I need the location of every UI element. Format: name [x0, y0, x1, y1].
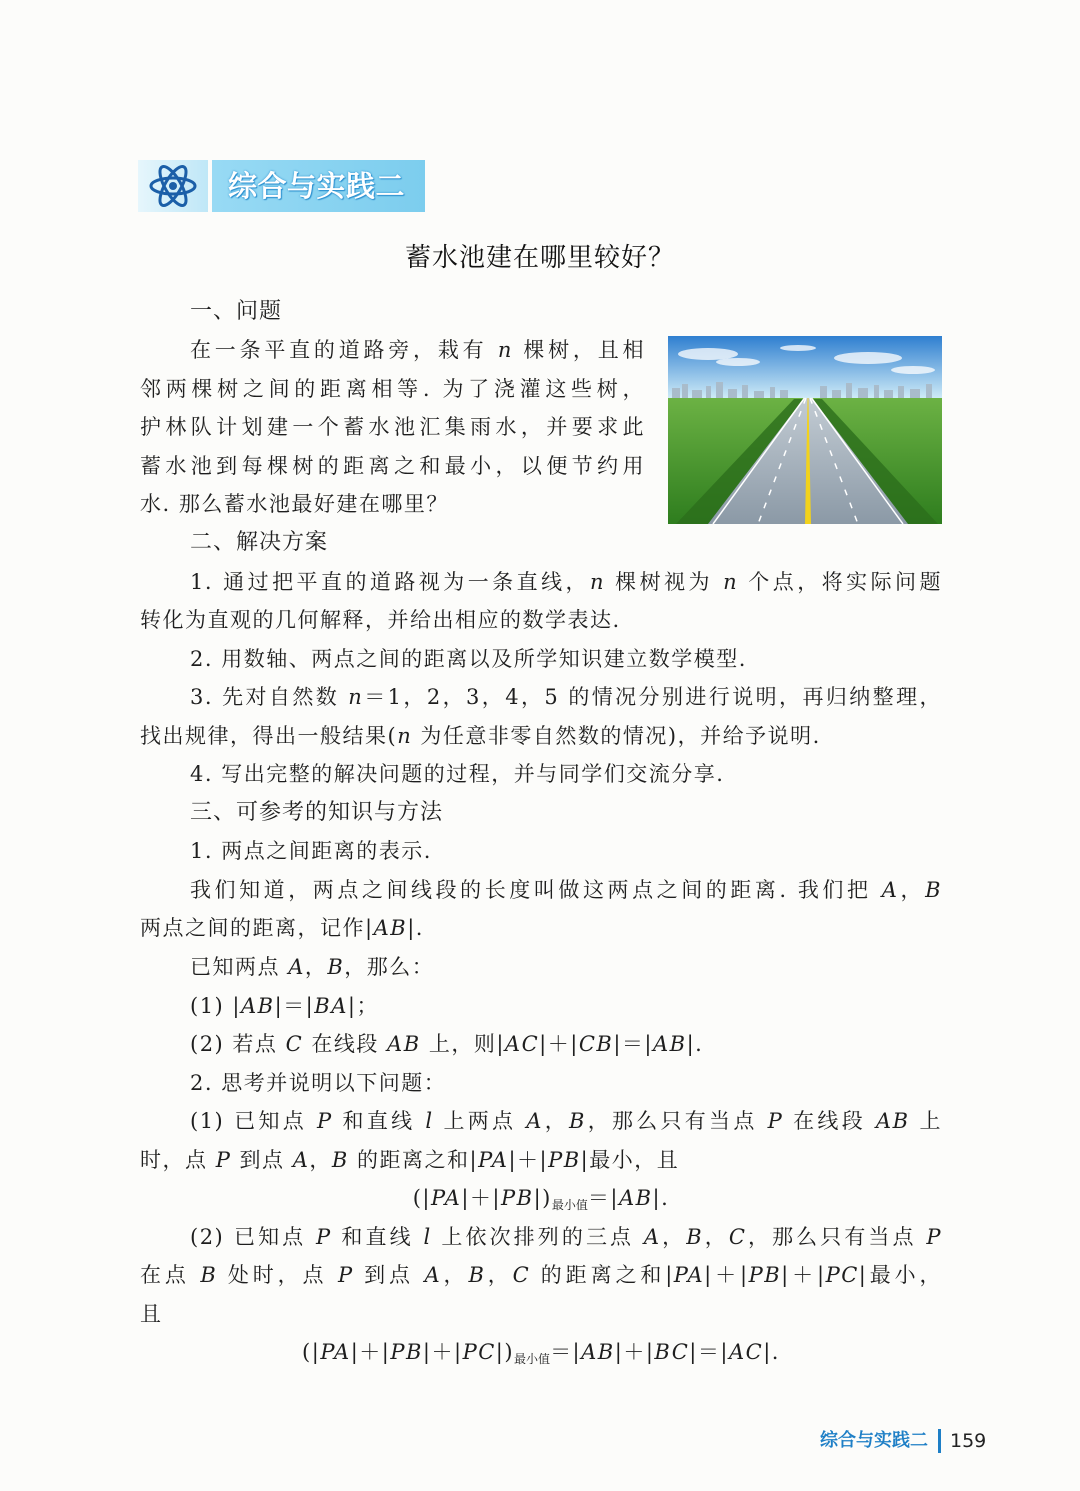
math-variable: C	[285, 1032, 304, 1057]
text-run: 3. 先对自然数	[190, 685, 349, 710]
text-run: ，	[660, 1224, 687, 1249]
text-run: (|	[302, 1340, 321, 1365]
math-variable: B	[568, 1109, 586, 1134]
text-run: 上，则|	[420, 1032, 505, 1057]
text-run: ，	[441, 1263, 469, 1288]
text-line	[140, 331, 645, 370]
text-run: 上	[909, 1109, 942, 1134]
page-footer	[820, 1428, 986, 1454]
text-run: 处时，点	[217, 1263, 338, 1288]
atom-icon	[138, 160, 208, 212]
math-variable: A	[526, 1109, 543, 1134]
text-line	[140, 447, 645, 486]
text-run: ＝1，2，3，4，5 的情况分别进行说明，再归纳整理，	[363, 685, 942, 710]
math-variable: P	[337, 1263, 354, 1288]
math-variable: n	[497, 338, 513, 363]
section-heading	[140, 794, 942, 833]
text-run: ，	[485, 1263, 513, 1288]
text-line	[140, 871, 942, 910]
math-variable: l	[423, 1224, 432, 1249]
text-run: 2. 用数轴、两点之间的距离以及所学知识建立数学模型.	[190, 646, 747, 671]
text-line	[140, 1025, 942, 1064]
math-variable: AB	[618, 1186, 653, 1211]
text-line	[140, 678, 942, 717]
text-run: |最小，	[858, 1263, 942, 1288]
section-heading	[140, 293, 942, 332]
text-run: 和直线	[331, 1224, 424, 1249]
math-variable: P	[316, 1224, 332, 1249]
text-run: |＋|	[422, 1340, 463, 1365]
text-run: 在线段	[783, 1109, 876, 1134]
math-variable: B	[686, 1224, 704, 1249]
text-run: 转化为直观的几何解释，并给出相应的数学表达.	[140, 608, 621, 633]
text-run: |)	[495, 1340, 515, 1365]
math-variable: B	[327, 954, 345, 979]
text-run: |＋|	[781, 1263, 826, 1288]
text-run: 上两点	[433, 1109, 527, 1134]
text-run: 的距离之和|	[348, 1147, 479, 1172]
text-run: 棵树视为	[605, 569, 724, 594]
text-run: 上依次排列的三点	[431, 1224, 644, 1249]
math-variable: l	[425, 1109, 434, 1134]
text-run: |；	[347, 993, 379, 1018]
math-variable: A	[288, 954, 305, 979]
math-variable: AB	[373, 916, 408, 941]
math-variable: AB	[875, 1109, 910, 1134]
text-line	[140, 832, 942, 871]
text-run: (1) 已知点	[190, 1109, 317, 1134]
text-run: 邻两棵树之间的距离相等. 为了浇灌这些树，	[140, 376, 645, 401]
math-variable: PC	[825, 1263, 859, 1288]
text-run: |＝|	[613, 1032, 653, 1057]
text-run: 找出规律，得出一般结果(	[140, 723, 398, 748]
text-line	[140, 640, 942, 679]
text-line	[140, 1218, 942, 1257]
text-run: |＝|	[274, 993, 315, 1018]
text-run: |＋|	[508, 1147, 549, 1172]
text-run: 两点之间的距离，记作|	[140, 916, 374, 941]
text-run: 一、问题	[190, 298, 283, 324]
math-variable: PA	[320, 1340, 351, 1365]
text-line	[140, 717, 942, 756]
text-run: ＝|	[550, 1340, 582, 1365]
math-variable: A	[881, 877, 899, 902]
text-run: (1) |	[190, 993, 241, 1018]
math-variable: PA	[478, 1147, 509, 1172]
footer-divider	[938, 1429, 941, 1453]
text-run: |＋|	[461, 1186, 501, 1211]
text-line	[140, 1295, 942, 1334]
text-run: |最小，且	[580, 1147, 680, 1172]
page-number: 159	[950, 1430, 987, 1452]
text-line	[140, 601, 942, 640]
math-variable: AB	[241, 993, 275, 1018]
text-line	[140, 909, 942, 948]
text-line	[140, 563, 942, 602]
text-run: 已知两点	[190, 954, 289, 979]
text-run: |＋|	[614, 1340, 655, 1365]
text-run: 为任意非零自然数的情况)，并给予说明.	[412, 723, 821, 748]
text-run: (|	[412, 1186, 431, 1211]
text-run: ，	[542, 1109, 569, 1134]
text-run: ，那么只有当点	[585, 1109, 768, 1134]
banner-label: 综合与实践二	[212, 160, 425, 212]
text-run: 在线段	[303, 1032, 388, 1057]
math-variable: n	[397, 723, 413, 748]
text-run: ，那么只有当点	[746, 1224, 927, 1249]
section-banner	[138, 160, 425, 212]
text-line	[140, 1102, 942, 1141]
math-variable: C	[728, 1224, 747, 1249]
text-run: 时，点	[140, 1147, 216, 1172]
text-run: 到点	[353, 1263, 425, 1288]
text-line	[140, 485, 645, 524]
math-variable: A	[424, 1263, 442, 1288]
text-run: ，	[309, 1147, 332, 1172]
text-run: 护林队计划建一个蓄水池汇集雨水，并要求此	[140, 415, 645, 440]
formula-line	[140, 1333, 942, 1372]
text-run: 和直线	[332, 1109, 426, 1134]
section-heading	[140, 524, 942, 563]
text-run: 1. 通过把平直的道路视为一条直线，	[190, 569, 591, 594]
text-line	[140, 1141, 942, 1180]
text-run: 我们知道，两点之间线段的长度叫做这两点之间的距离. 我们把	[190, 877, 882, 902]
math-variable: AC	[728, 1340, 764, 1365]
text-run: (2) 若点	[190, 1032, 286, 1057]
math-variable: PB	[748, 1263, 782, 1288]
text-run: 个点，将实际问题	[738, 569, 942, 594]
text-run: 二、解决方案	[190, 529, 329, 555]
math-variable: A	[643, 1224, 661, 1249]
text-run: 水. 那么蓄水池最好建在哪里？	[140, 492, 449, 517]
math-variable: PC	[462, 1340, 496, 1365]
math-variable: CB	[578, 1032, 614, 1057]
math-variable: PB	[501, 1186, 534, 1211]
math-variable: n	[723, 569, 739, 594]
text-run: ，	[898, 877, 926, 902]
math-variable: A	[292, 1147, 310, 1172]
math-variable: B	[331, 1147, 349, 1172]
text-run: |＋|	[350, 1340, 391, 1365]
footer-section-label: 综合与实践二	[820, 1430, 928, 1451]
text-line	[140, 1064, 942, 1103]
math-variable: P	[926, 1224, 942, 1249]
text-run: |＋|	[539, 1032, 579, 1057]
text-run: |.	[652, 1186, 670, 1211]
text-run: 且	[140, 1301, 163, 1326]
page-title: 蓄水池建在哪里较好？	[404, 243, 675, 273]
text-run: ，	[703, 1224, 729, 1249]
math-variable: AB	[652, 1032, 687, 1057]
math-variable: P	[767, 1109, 784, 1134]
text-run: 2. 思考并说明以下问题：	[190, 1070, 447, 1095]
math-variable: BA	[314, 993, 348, 1018]
text-run: 4. 写出完整的解决问题的过程，并与同学们交流分享.	[190, 762, 725, 787]
math-variable: PA	[430, 1186, 462, 1211]
text-run: 的距离之和|	[530, 1263, 674, 1288]
text-line	[140, 1256, 942, 1295]
math-variable: B	[468, 1263, 486, 1288]
text-run: |.	[763, 1340, 780, 1365]
text-run: ，那么：	[344, 954, 435, 979]
atom-icon-graphic	[145, 162, 201, 210]
math-variable: PB	[548, 1147, 581, 1172]
text-line	[140, 987, 942, 1026]
math-variable: PB	[390, 1340, 423, 1365]
text-run: |.	[407, 916, 424, 941]
math-variable: BC	[654, 1340, 690, 1365]
math-variable: PA	[673, 1263, 705, 1288]
text-line	[140, 755, 942, 794]
math-variable: AC	[504, 1032, 540, 1057]
text-run: 1. 两点之间距离的表示.	[190, 839, 432, 864]
text-line	[140, 408, 645, 447]
math-variable: C	[512, 1263, 531, 1288]
text-run: |.	[686, 1032, 704, 1057]
math-variable: n	[590, 569, 606, 594]
math-variable: P	[316, 1109, 333, 1134]
text-run: |＝|	[689, 1340, 729, 1365]
text-line	[140, 948, 942, 987]
text-run: 蓄水池到每棵树的距离之和最小，以便节约用	[140, 453, 645, 478]
text-run: 在一条平直的道路旁，栽有	[190, 338, 498, 363]
subscript-label: 最小值	[551, 1198, 588, 1213]
math-variable: AB	[387, 1032, 421, 1057]
text-run: 棵树，且相	[512, 338, 645, 363]
text-run: |)	[533, 1186, 552, 1211]
subscript-label: 最小值	[514, 1352, 551, 1367]
text-run: ，	[304, 954, 328, 979]
body-text	[140, 293, 942, 1372]
math-variable: AB	[581, 1340, 615, 1365]
math-variable: B	[925, 877, 942, 902]
text-line	[140, 370, 645, 409]
text-run: (2) 已知点	[190, 1224, 317, 1249]
text-run: 在点	[140, 1263, 201, 1288]
math-variable: n	[348, 685, 364, 710]
text-run: 到点	[231, 1147, 293, 1172]
math-variable: B	[200, 1263, 218, 1288]
text-run: |＋|	[704, 1263, 749, 1288]
math-variable: P	[215, 1147, 232, 1172]
text-run: ＝|	[587, 1186, 619, 1211]
formula-line	[140, 1179, 942, 1218]
text-run: 三、可参考的知识与方法	[190, 799, 444, 825]
